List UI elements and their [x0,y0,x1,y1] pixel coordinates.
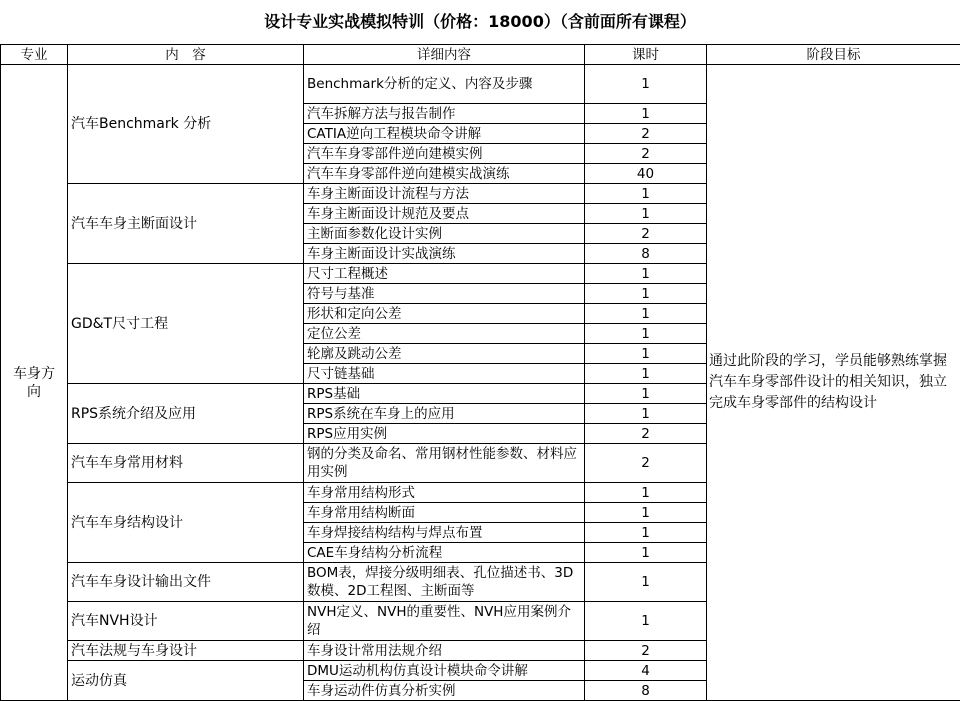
header-goal: 阶段目标 [707,45,960,65]
module-name: 运动仿真 [68,661,304,701]
module-name: RPS系统介绍及应用 [68,384,304,444]
detail-cell: NVH定义、NVH的重要性、NVH应用案例介绍 [304,602,585,641]
detail-cell: 汽车车身零部件逆向建模实例 [304,144,585,164]
hours-cell: 1 [585,483,707,503]
module-name: 汽车Benchmark 分析 [68,65,304,184]
curriculum-table [0,44,960,701]
detail-cell: DMU运动机构仿真设计模块命令讲解 [304,661,585,681]
detail-cell: BOM表，焊接分级明细表、孔位描述书、3D数模、2D工程图、主断面等 [304,563,585,602]
module-name: 汽车车身常用材料 [68,444,304,483]
hours-cell: 1 [585,344,707,364]
detail-cell: 车身常用结构形式 [304,483,585,503]
detail-cell: 车身焊接结构结构与焊点布置 [304,523,585,543]
hours-cell: 40 [585,164,707,184]
detail-cell: 汽车车身零部件逆向建模实战演练 [304,164,585,184]
hours-cell: 1 [585,602,707,641]
major-cell: 车身方向 [1,65,68,701]
hours-cell: 1 [585,384,707,404]
hours-cell: 1 [585,204,707,224]
hours-cell: 1 [585,543,707,563]
detail-cell: RPS应用实例 [304,424,585,444]
header-hours: 课时 [585,45,707,65]
hours-cell: 1 [585,65,707,104]
hours-cell: 1 [585,284,707,304]
hours-cell: 2 [585,424,707,444]
hours-cell: 1 [585,104,707,124]
detail-cell: 车身主断面设计规范及要点 [304,204,585,224]
table-row [1,65,960,104]
detail-cell: 汽车拆解方法与报告制作 [304,104,585,124]
goal-cell: 通过此阶段的学习，学员能够熟练掌握汽车车身零部件设计的相关知识，独立完成车身零部件的结构设计 [707,65,960,701]
hours-cell: 8 [585,681,707,701]
hours-cell: 1 [585,404,707,424]
detail-cell: 形状和定向公差 [304,304,585,324]
detail-cell: 车身运动件仿真分析实例 [304,681,585,701]
module-name: 汽车车身结构设计 [68,483,304,563]
hours-cell: 1 [585,503,707,523]
hours-cell: 1 [585,184,707,204]
hours-cell: 1 [585,304,707,324]
header-row [1,45,960,65]
hours-cell: 8 [585,244,707,264]
detail-cell: 钢的分类及命名、常用钢材性能参数、材料应用实例 [304,444,585,483]
module-name: 汽车法规与车身设计 [68,641,304,661]
hours-cell: 2 [585,124,707,144]
hours-cell: 1 [585,563,707,602]
detail-cell: 轮廓及跳动公差 [304,344,585,364]
detail-cell: 车身主断面设计实战演练 [304,244,585,264]
header-major: 专业 [1,45,68,65]
detail-cell: RPS基础 [304,384,585,404]
hours-cell: 2 [585,144,707,164]
detail-cell: 定位公差 [304,324,585,344]
hours-cell: 2 [585,224,707,244]
detail-cell: Benchmark分析的定义、内容及步骤 [304,65,585,104]
header-content: 内 容 [68,45,304,65]
hours-cell: 4 [585,661,707,681]
module-name: GD&T尺寸工程 [68,264,304,384]
module-name: 汽车车身设计输出文件 [68,563,304,602]
module-name: 汽车NVH设计 [68,602,304,641]
hours-cell: 1 [585,324,707,344]
detail-cell: 车身设计常用法规介绍 [304,641,585,661]
detail-cell: CATIA逆向工程模块命令讲解 [304,124,585,144]
header-detail: 详细内容 [304,45,585,65]
module-name: 汽车车身主断面设计 [68,184,304,264]
hours-cell: 2 [585,444,707,483]
hours-cell: 1 [585,364,707,384]
detail-cell: CAE车身结构分析流程 [304,543,585,563]
detail-cell: 车身主断面设计流程与方法 [304,184,585,204]
detail-cell: 尺寸链基础 [304,364,585,384]
hours-cell: 2 [585,641,707,661]
hours-cell: 1 [585,264,707,284]
page-title: 设计专业实战模拟特训（价格：18000）（含前面所有课程） [0,0,960,44]
hours-cell: 1 [585,523,707,543]
detail-cell: RPS系统在车身上的应用 [304,404,585,424]
detail-cell: 车身常用结构断面 [304,503,585,523]
detail-cell: 符号与基准 [304,284,585,304]
detail-cell: 尺寸工程概述 [304,264,585,284]
detail-cell: 主断面参数化设计实例 [304,224,585,244]
